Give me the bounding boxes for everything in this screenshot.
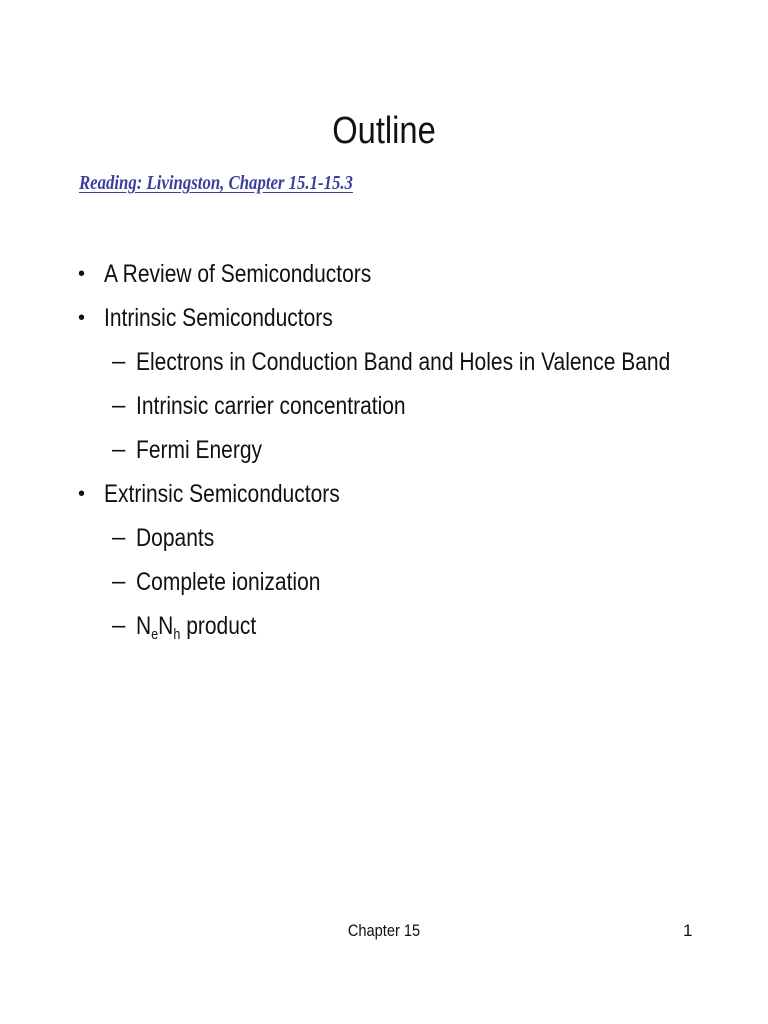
dash-marker: – xyxy=(112,612,126,639)
outline-subitem-text: Dopants xyxy=(136,524,215,552)
outline-subitem-text: Electrons in Conduction Band and Holes in Valence Band xyxy=(136,348,671,376)
symbol-n: N xyxy=(158,612,174,640)
subscript-e: e xyxy=(151,626,159,643)
outline-item-text: A Review of Semiconductors xyxy=(104,260,372,288)
outline-subitem-text: Intrinsic carrier concentration xyxy=(136,392,406,420)
dash-marker: – xyxy=(112,436,126,463)
dash-marker: – xyxy=(112,568,126,595)
outline-item-text: Intrinsic Semiconductors xyxy=(104,304,333,332)
outline-subitem-text: Complete ionization xyxy=(136,568,321,596)
reading-reference: Reading: Livingston, Chapter 15.1-15.3 xyxy=(79,173,353,194)
bullet-marker: • xyxy=(78,263,86,285)
outline-subitem-text: Fermi Energy xyxy=(136,436,263,464)
slide-title: Outline xyxy=(332,110,436,152)
outline-item-text: Extrinsic Semiconductors xyxy=(104,480,340,508)
product-word: product xyxy=(180,612,257,640)
subscript-h: h xyxy=(173,626,181,643)
outline-subitem-text xyxy=(136,604,256,657)
dash-marker: – xyxy=(112,348,126,375)
dash-marker: – xyxy=(112,392,126,419)
footer-page-number: 1 xyxy=(683,921,693,940)
bullet-marker: • xyxy=(78,307,86,329)
symbol-n: N xyxy=(136,612,152,640)
dash-marker: – xyxy=(112,524,126,551)
footer-chapter-label: Chapter 15 xyxy=(347,921,421,940)
bullet-marker: • xyxy=(78,483,86,505)
